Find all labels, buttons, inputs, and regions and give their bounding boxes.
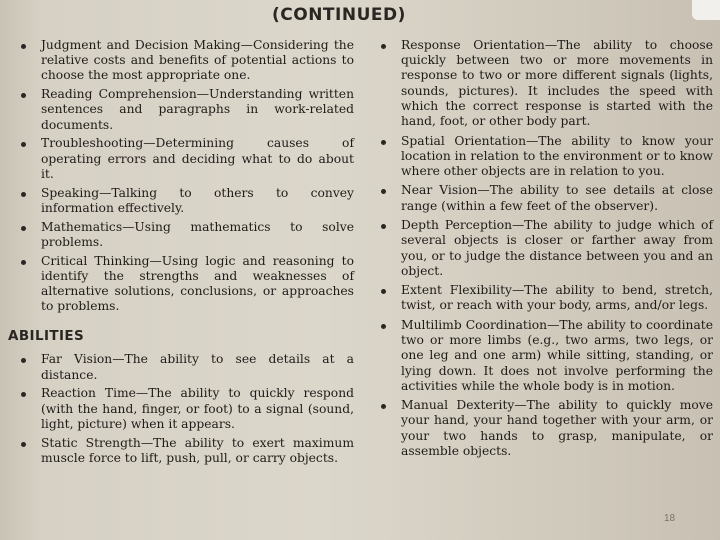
bullet-icon xyxy=(381,44,386,49)
bullet-icon xyxy=(21,260,26,265)
item-text: Speaking—Talking to others to convey information effectively. xyxy=(41,185,354,215)
list-item xyxy=(18,186,354,216)
bullet-icon xyxy=(381,324,386,329)
bullet-icon xyxy=(21,192,26,197)
list-item xyxy=(18,220,354,250)
page-number: 18 xyxy=(664,513,676,524)
item-text: Far Vision—The ability to see details at a distance. xyxy=(41,352,354,382)
list-item xyxy=(378,183,713,213)
item-text: Response Orientation—The ability to choose quickly between two or more movements in response to two or more different signals (lights, sounds, pictures). It includes the speed with which the correct response is started with the hand, foot, or other body part. xyxy=(401,38,713,129)
list-item xyxy=(378,283,713,313)
list-item xyxy=(18,136,354,182)
left-column xyxy=(8,38,354,470)
item-text: Troubleshooting—Determining causes of operating errors and deciding what to do about it. xyxy=(41,136,354,181)
list-item xyxy=(18,254,354,315)
bullet-icon xyxy=(381,289,386,294)
right-column xyxy=(378,38,713,463)
item-text: Critical Thinking—Using logic and reasoning to identify the strengths and weaknesses of alternative solutions, conclusions, or approaches to problems. xyxy=(41,253,354,314)
item-text: Manual Dexterity—The ability to quickly move your hand, your hand together with your arm, or your two hands to grasp, manipulate, or assemble objects. xyxy=(401,398,713,458)
right-abilities-list xyxy=(378,38,713,459)
list-item xyxy=(18,87,354,133)
list-item xyxy=(18,386,354,432)
item-text: Static Strength—The ability to exert maximum muscle force to lift, push, pull, or carry objects. xyxy=(41,435,354,465)
continued-heading: (CONTINUED) xyxy=(272,5,406,25)
bullet-icon xyxy=(21,93,26,98)
list-item xyxy=(378,134,713,180)
bullet-icon xyxy=(381,224,386,229)
item-text: Depth Perception—The ability to judge which of several objects is closer or farther away from you, or to judge the distance between you and an object. xyxy=(401,218,713,278)
item-text: Mathematics—Using mathematics to solve problems. xyxy=(41,219,354,249)
bullet-icon xyxy=(21,142,26,147)
list-item xyxy=(18,38,354,84)
bullet-icon xyxy=(21,442,26,447)
bullet-icon xyxy=(21,44,26,49)
abilities-list xyxy=(18,352,354,466)
bullet-icon xyxy=(381,404,386,409)
list-item xyxy=(378,218,713,279)
item-text: Reading Comprehension—Understanding written sentences and paragraphs in work-related documents. xyxy=(41,87,354,132)
list-item xyxy=(18,352,354,382)
list-item xyxy=(18,436,354,466)
corner-mark xyxy=(692,0,720,20)
list-item xyxy=(378,318,713,394)
abilities-heading: ABILITIES xyxy=(8,328,85,345)
item-text: Judgment and Decision Making—Considering the relative costs and benefits of potential actions to choose the most appropriate one. xyxy=(41,38,354,83)
item-text: Multilimb Coordination—The ability to coordinate two or more limbs (e.g., two arms, two legs, or one leg and one arm) while sitting, standing, or lying down. It does not involve performing the activities while the whole body is in motion. xyxy=(401,317,713,393)
bullet-icon xyxy=(21,358,26,363)
item-text: Reaction Time—The ability to quickly respond (with the hand, finger, or foot) to a signal (sound, light, picture) when it appears. xyxy=(41,386,354,431)
bullet-icon xyxy=(21,226,26,231)
bullet-icon xyxy=(381,140,386,145)
item-text: Extent Flexibility—The ability to bend, stretch, twist, or reach with your body, arms, and/or legs. xyxy=(401,283,713,313)
list-item xyxy=(378,398,713,459)
list-item xyxy=(378,38,713,129)
skills-list xyxy=(18,38,354,314)
item-text: Spatial Orientation—The ability to know your location in relation to the environment or to know where other objects are in relation to you. xyxy=(401,133,713,178)
bullet-icon xyxy=(21,392,26,397)
bullet-icon xyxy=(381,189,386,194)
item-text: Near Vision—The ability to see details at close range (within a few feet of the observer). xyxy=(401,183,713,213)
